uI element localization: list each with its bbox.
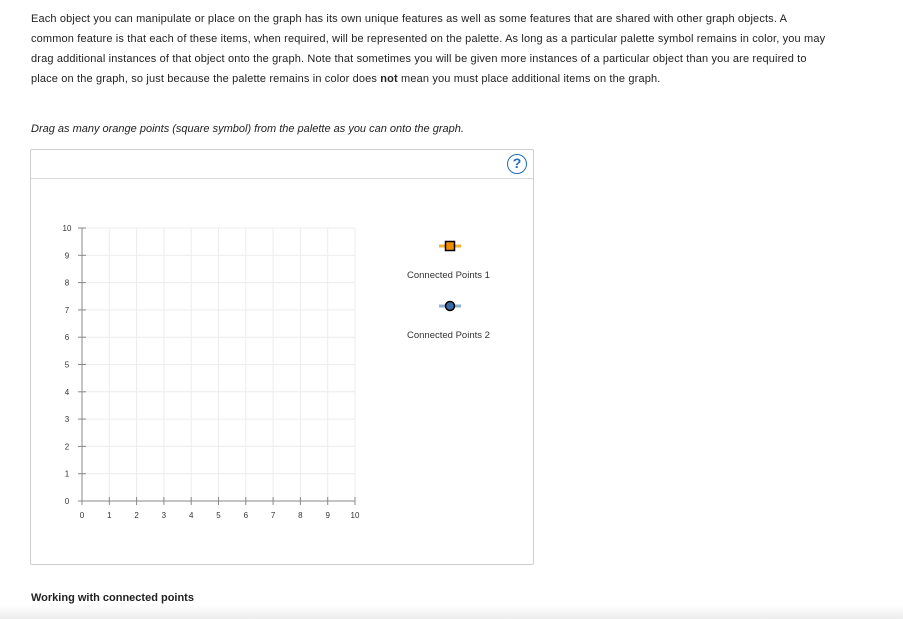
x-tick-label: 0 (79, 511, 85, 520)
y-tick-label: 8 (64, 278, 70, 288)
y-tick-label: 0 (64, 497, 70, 506)
help-button[interactable]: ? (507, 154, 527, 174)
x-tick-label: 1 (107, 511, 112, 520)
y-tick-label: 10 (62, 224, 72, 233)
x-tick-label: 6 (243, 511, 249, 520)
x-tick-label: 9 (325, 511, 330, 520)
intro-text-2: mean you must place additional items on the graph. (397, 73, 661, 85)
y-tick-label: 2 (64, 442, 70, 452)
y-tick-label: 5 (64, 360, 70, 370)
y-tick-label: 1 (64, 469, 70, 479)
palette-item-orange-square[interactable] (439, 242, 461, 251)
intro-paragraph (31, 9, 831, 89)
y-tick-label: 9 (64, 251, 70, 261)
x-tick-label: 8 (298, 511, 303, 520)
intro-text-1: Each object you can manipulate or place on the graph has its own unique features as well as some features that are shared with other graph objects. A common feature is that each of these items, when required, will be represented on the palette. As long as a particular palette symbol remains in color, you may drag additional instances of that object onto the graph. Note that sometimes you will be given more instances of a particular object than you are required to place on the graph, so just because the palette remains in color does (31, 13, 826, 85)
x-tick-label: 2 (134, 511, 139, 520)
y-tick-label: 4 (64, 387, 70, 397)
graph-grid (82, 228, 355, 501)
circle-point-icon (446, 302, 455, 311)
square-point-icon (446, 242, 455, 251)
graph-panel (30, 149, 534, 565)
x-tick-label: 4 (188, 511, 194, 520)
y-tick-label: 6 (64, 333, 70, 343)
x-tick-label: 5 (216, 511, 221, 520)
x-tick-label: 10 (350, 511, 360, 520)
axis-tick-labels (63, 224, 360, 520)
graph-canvas[interactable] (31, 150, 535, 566)
section-title: Working with connected points (31, 592, 194, 604)
bottom-fade (0, 605, 903, 619)
x-tick-label: 7 (270, 511, 276, 520)
instruction-text: Drag as many orange points (square symbol) from the palette as you can onto the graph. (31, 123, 464, 135)
palette-label-connected-points-1: Connected Points 1 (407, 270, 490, 281)
graph-axes (78, 228, 355, 505)
intro-bold-not: not (380, 73, 398, 85)
y-tick-label: 3 (64, 415, 70, 425)
y-tick-label: 7 (64, 305, 70, 315)
palette-item-blue-circle[interactable] (439, 302, 461, 311)
x-tick-label: 3 (161, 511, 167, 520)
palette-label-connected-points-2: Connected Points 2 (407, 330, 490, 341)
